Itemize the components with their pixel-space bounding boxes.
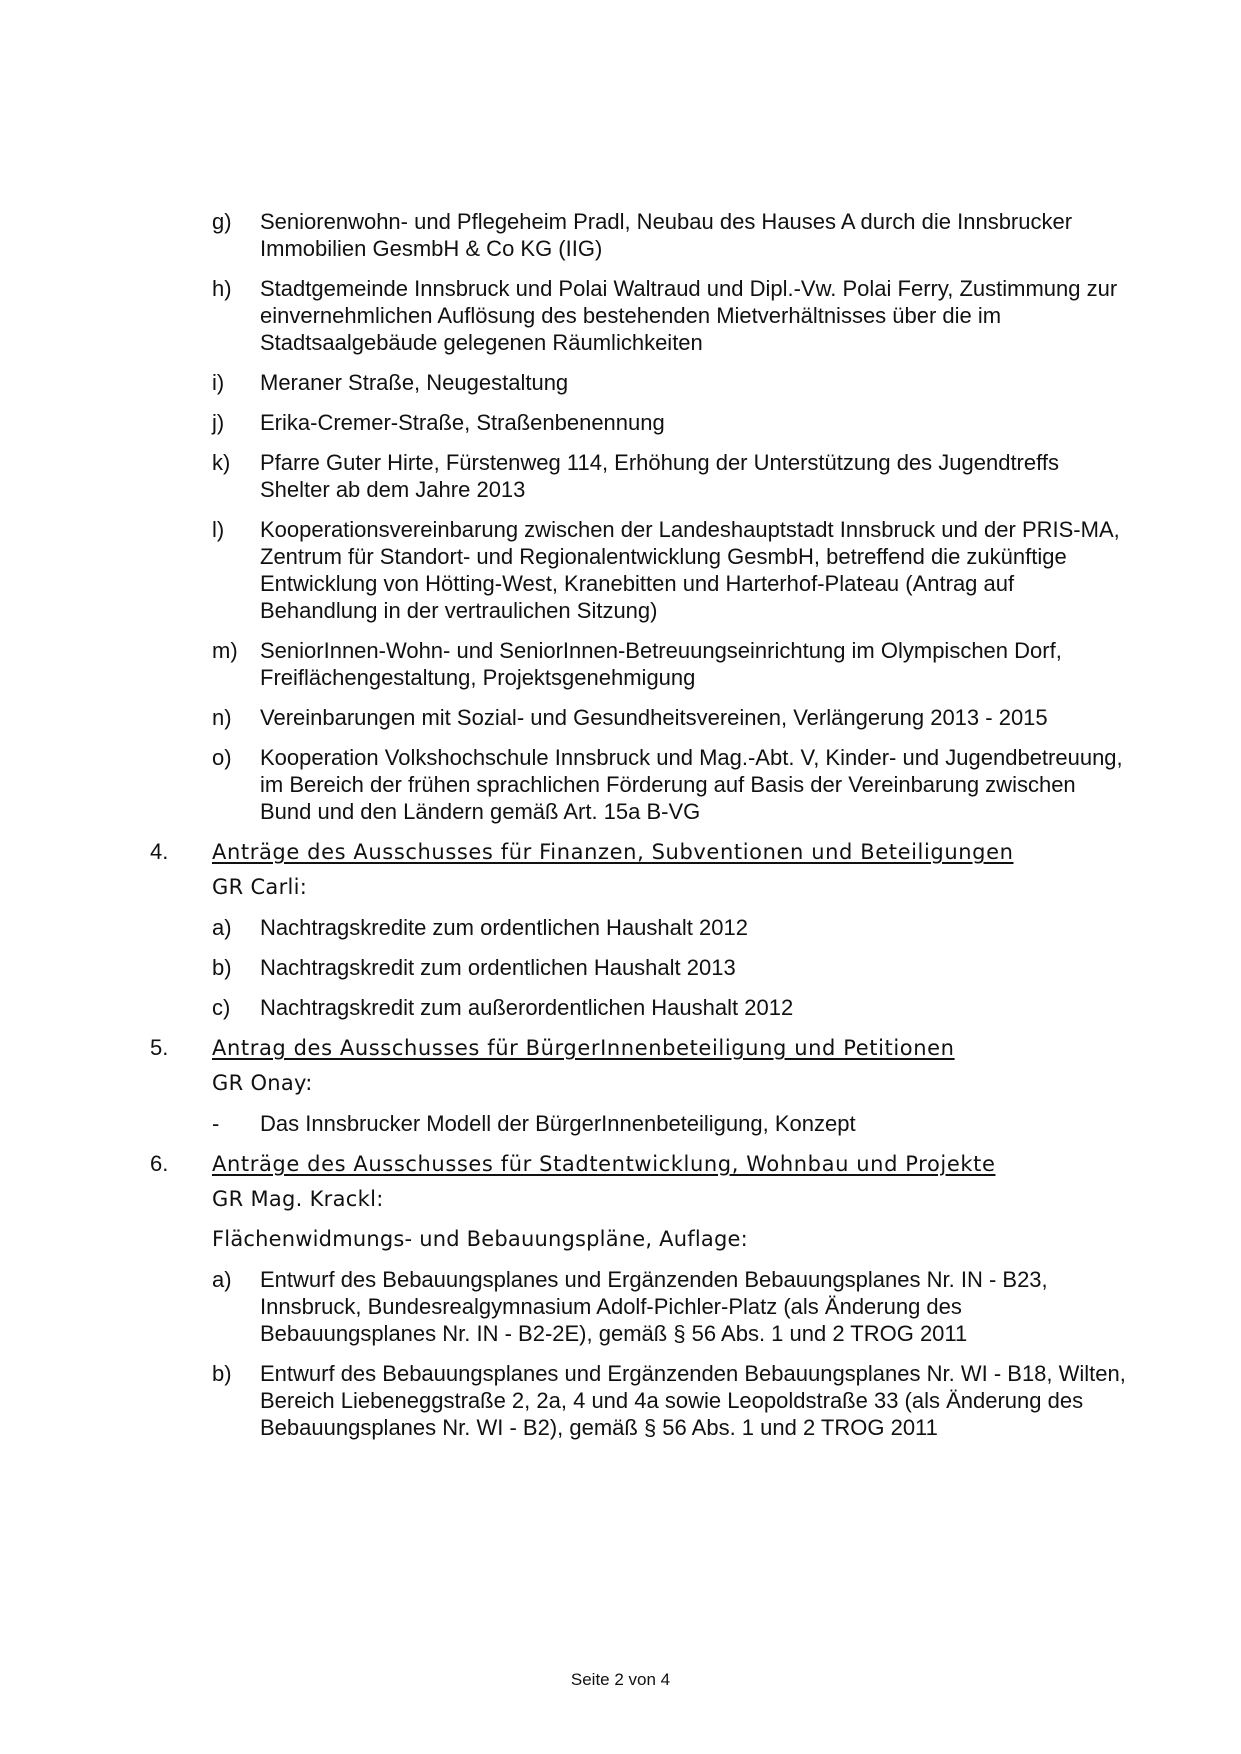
- item-label: i): [212, 370, 225, 395]
- item-text: Nachtragskredit zum ordentlichen Haushalt 2013: [260, 955, 736, 980]
- section-number: 6.: [150, 1151, 169, 1176]
- item-text: Das Innsbrucker Modell der BürgerInnenbeteiligung, Konzept: [260, 1111, 856, 1136]
- item-text: Nachtragskredit zum außerordentlichen Haushalt 2012: [260, 995, 794, 1020]
- section-heading-4: [150, 838, 1130, 866]
- agenda-item-h: [150, 275, 1130, 356]
- item-label: k): [212, 450, 231, 475]
- agenda-item-m: [150, 637, 1130, 691]
- item-label: b): [212, 955, 232, 980]
- item-label: l): [212, 517, 225, 542]
- agenda-content: [150, 208, 1130, 1454]
- item-text: Stadtgemeinde Innsbruck und Polai Waltraud und Dipl.-Vw. Polai Ferry, Zustimmung zur einvernehmlichen Auflösung des bestehenden Mietverhältnisses über die im Stadtsaalgebäude gelegenen Räumlichkeiten: [260, 276, 1118, 355]
- section-title: Antrag des Ausschusses für BürgerInnenbeteiligung und Petitionen: [212, 1036, 955, 1060]
- agenda-item-i: [150, 369, 1130, 396]
- agenda-item-6a: [150, 1266, 1130, 1347]
- item-label: j): [212, 410, 225, 435]
- page-number: Seite 2 von 4: [570, 1670, 671, 1689]
- item-label: -: [212, 1111, 220, 1136]
- section-title: Anträge des Ausschusses für Finanzen, Subventionen und Beteiligungen: [212, 840, 1014, 864]
- item-text: Entwurf des Bebauungsplanes und Ergänzenden Bebauungsplanes Nr. WI - B18, Wilten, Bereich Liebeneggstraße 2, 2a, 4 und 4a sowie Leopoldstraße 33 (als Änderung des Bebauungsplanes Nr. WI - B2), gemäß § 56 Abs. 1 und 2 TROG 2011: [260, 1361, 1126, 1440]
- rapporteur: GR Onay:: [212, 1071, 313, 1095]
- section-intro: Flächenwidmungs- und Bebauungspläne, Auflage:: [212, 1227, 748, 1251]
- item-text: Entwurf des Bebauungsplanes und Ergänzenden Bebauungsplanes Nr. IN - B23, Innsbruck, Bundesrealgymnasium Adolf-Pichler-Platz (als Änderung des Bebauungsplanes Nr. IN - B2-2E), gemäß § 56 Abs. 1 und 2 TROG 2011: [260, 1267, 1048, 1346]
- agenda-item-4a: [150, 914, 1130, 941]
- section-title: Anträge des Ausschusses für Stadtentwicklung, Wohnbau und Projekte: [212, 1152, 996, 1176]
- item-text: Kooperation Volkshochschule Innsbruck und Mag.-Abt. V, Kinder- und Jugendbetreuung, im Bereich der frühen sprachlichen Förderung auf Basis der Vereinbarung zwischen Bund und den Ländern gemäß Art. 15a B-VG: [260, 745, 1123, 824]
- agenda-item-4c: [150, 994, 1130, 1021]
- item-label: m): [212, 638, 238, 663]
- agenda-item-4b: [150, 954, 1130, 981]
- item-label: c): [212, 995, 231, 1020]
- item-label: b): [212, 1361, 232, 1386]
- item-text: Pfarre Guter Hirte, Fürstenweg 114, Erhöhung der Unterstützung des Jugendtreffs Shelter ab dem Jahre 2013: [260, 450, 1059, 502]
- item-label: o): [212, 745, 232, 770]
- section-number: 5.: [150, 1035, 169, 1060]
- agenda-item-g: [150, 208, 1130, 262]
- agenda-item-o: [150, 744, 1130, 825]
- agenda-item-n: [150, 704, 1130, 731]
- item-label: h): [212, 276, 232, 301]
- agenda-item-j: [150, 409, 1130, 436]
- section-heading-5: [150, 1034, 1130, 1062]
- item-text: Meraner Straße, Neugestaltung: [260, 370, 569, 395]
- agenda-item-5: [150, 1110, 1130, 1137]
- item-label: g): [212, 209, 232, 234]
- section-number: 4.: [150, 839, 169, 864]
- item-label: a): [212, 915, 232, 940]
- rapporteur: GR Carli:: [212, 875, 308, 899]
- item-text: Erika-Cremer-Straße, Straßenbenennung: [260, 410, 665, 435]
- item-text: SeniorInnen-Wohn- und SeniorInnen-Betreuungseinrichtung im Olympischen Dorf, Freiflächengestaltung, Projektsgenehmigung: [260, 638, 1062, 690]
- rapporteur: GR Mag. Krackl:: [212, 1187, 384, 1211]
- item-label: n): [212, 705, 232, 730]
- item-text: Kooperationsvereinbarung zwischen der Landeshauptstadt Innsbruck und der PRIS-MA, Zentrum für Standort- und Regionalentwicklung GesmbH, betreffend die zukünftige Entwicklung von Hötting-West, Kranebitten und Harterhof-Plateau (Antrag auf Behandlung in der vertraulichen Sitzung): [260, 517, 1120, 623]
- section-heading-6: [150, 1150, 1130, 1178]
- item-text: Vereinbarungen mit Sozial- und Gesundheitsvereinen, Verlängerung 2013 - 2015: [260, 705, 1048, 730]
- item-label: a): [212, 1267, 232, 1292]
- agenda-item-l: [150, 516, 1130, 624]
- agenda-item-k: [150, 449, 1130, 503]
- item-text: Seniorenwohn- und Pflegeheim Pradl, Neubau des Hauses A durch die Innsbrucker Immobilien GesmbH & Co KG (IIG): [260, 209, 1073, 261]
- item-text: Nachtragskredite zum ordentlichen Haushalt 2012: [260, 915, 748, 940]
- agenda-item-6b: [150, 1360, 1130, 1441]
